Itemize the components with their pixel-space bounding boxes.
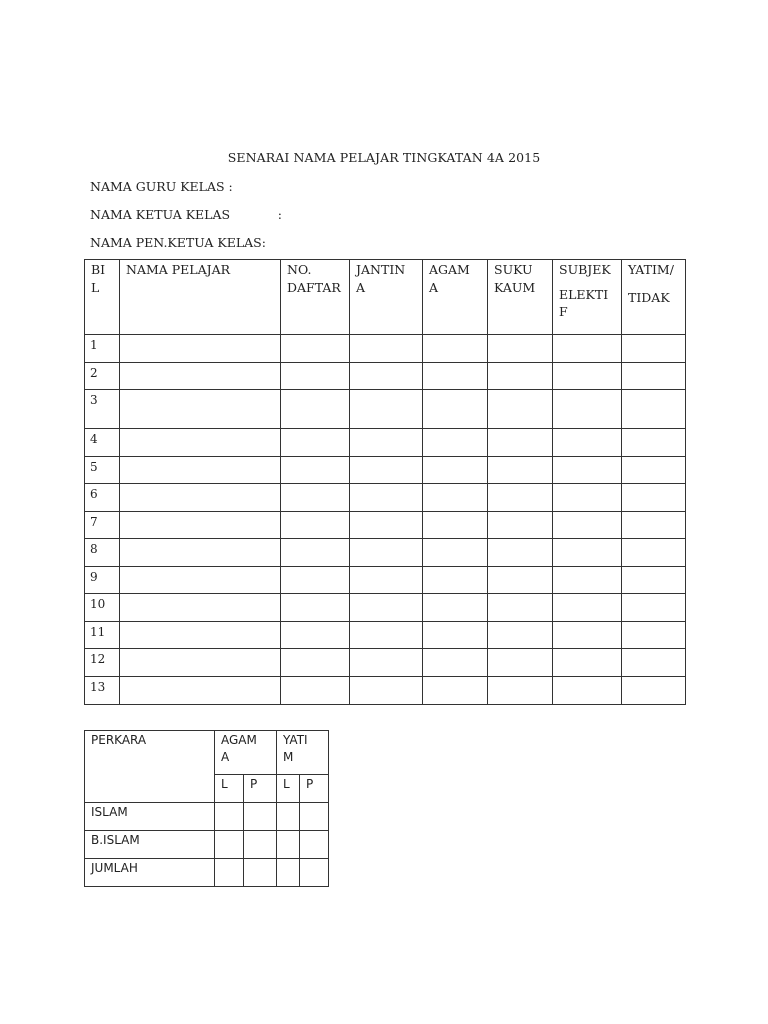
empty-cell <box>281 649 350 677</box>
empty-cell <box>300 859 329 887</box>
empty-cell <box>622 429 686 457</box>
summary-row <box>85 831 329 859</box>
table-row <box>85 390 686 429</box>
empty-cell <box>350 622 423 649</box>
table-row <box>85 594 686 622</box>
empty-cell <box>553 429 622 457</box>
table-row <box>85 677 686 705</box>
agama-l-header: L <box>215 775 244 803</box>
summary-row <box>85 859 329 887</box>
row-number <box>85 649 120 677</box>
empty-cell <box>553 363 622 390</box>
empty-cell <box>120 429 281 457</box>
empty-cell <box>488 622 553 649</box>
empty-cell <box>622 363 686 390</box>
row-number-text: 3 <box>90 393 98 407</box>
empty-cell <box>423 512 488 539</box>
perkara-label: JUMLAH <box>91 861 138 875</box>
row-number-text: 6 <box>90 487 98 501</box>
summary-table <box>84 730 329 887</box>
yatim-p-header: P <box>300 775 329 803</box>
table-row <box>85 335 686 363</box>
header-yatim-tidak: YATIM/ TIDAK <box>622 260 686 335</box>
empty-cell <box>622 594 686 622</box>
empty-cell <box>622 677 686 705</box>
row-number <box>85 677 120 705</box>
empty-cell <box>281 539 350 567</box>
summary-header-row <box>85 731 329 775</box>
empty-cell <box>488 677 553 705</box>
empty-cell <box>300 803 329 831</box>
row-number-text: 11 <box>90 625 106 639</box>
perkara-label-cell <box>85 831 215 859</box>
empty-cell <box>120 649 281 677</box>
empty-cell <box>488 484 553 512</box>
empty-cell <box>350 363 423 390</box>
empty-cell <box>553 622 622 649</box>
row-number <box>85 567 120 594</box>
empty-cell <box>120 539 281 567</box>
empty-cell <box>622 649 686 677</box>
empty-cell <box>553 457 622 484</box>
empty-cell <box>488 335 553 363</box>
empty-cell <box>350 539 423 567</box>
empty-cell <box>281 677 350 705</box>
row-number-text: 12 <box>90 652 106 666</box>
empty-cell <box>423 567 488 594</box>
empty-cell <box>120 594 281 622</box>
empty-cell <box>488 539 553 567</box>
table-row <box>85 429 686 457</box>
table-row <box>85 539 686 567</box>
row-number-text: 9 <box>90 570 98 584</box>
empty-cell <box>553 649 622 677</box>
empty-cell <box>553 594 622 622</box>
empty-cell <box>423 429 488 457</box>
header-no-daftar: NO. DAFTAR <box>281 260 350 335</box>
row-number <box>85 622 120 649</box>
empty-cell <box>244 859 277 887</box>
perkara-label-cell <box>85 859 215 887</box>
row-number <box>85 429 120 457</box>
empty-cell <box>350 512 423 539</box>
row-number <box>85 335 120 363</box>
table-row <box>85 622 686 649</box>
perkara-label: ISLAM <box>91 805 128 819</box>
guru-kelas-label: NAMA GURU KELAS : <box>90 179 233 194</box>
empty-cell <box>350 567 423 594</box>
row-number-text: 5 <box>90 460 98 474</box>
header-yatim: YATI M <box>277 731 329 775</box>
empty-cell <box>423 484 488 512</box>
empty-cell <box>488 649 553 677</box>
row-number-text: 10 <box>90 597 106 611</box>
agama-p-header: P <box>244 775 277 803</box>
empty-cell <box>120 567 281 594</box>
perkara-label-cell <box>85 803 215 831</box>
row-number-text: 8 <box>90 542 98 556</box>
empty-cell <box>488 594 553 622</box>
empty-cell <box>281 484 350 512</box>
header-agama: AGAM A <box>215 731 277 775</box>
ketua-kelas-label: NAMA KETUA KELAS : <box>90 207 282 222</box>
empty-cell <box>120 484 281 512</box>
empty-cell <box>350 484 423 512</box>
empty-cell <box>423 457 488 484</box>
empty-cell <box>281 594 350 622</box>
empty-cell <box>215 803 244 831</box>
empty-cell <box>350 677 423 705</box>
table-row <box>85 484 686 512</box>
empty-cell <box>281 622 350 649</box>
row-number <box>85 539 120 567</box>
empty-cell <box>488 457 553 484</box>
perkara-label: B.ISLAM <box>91 833 140 847</box>
empty-cell <box>281 457 350 484</box>
table-header-row <box>85 260 686 335</box>
empty-cell <box>622 484 686 512</box>
pen-ketua-kelas-label: NAMA PEN.KETUA KELAS: <box>90 235 266 250</box>
empty-cell <box>120 390 281 429</box>
row-number <box>85 484 120 512</box>
empty-cell <box>488 390 553 429</box>
row-number-text: 4 <box>90 432 98 446</box>
empty-cell <box>423 649 488 677</box>
table-row <box>85 457 686 484</box>
empty-cell <box>120 457 281 484</box>
empty-cell <box>281 335 350 363</box>
empty-cell <box>553 539 622 567</box>
empty-cell <box>244 831 277 859</box>
empty-cell <box>300 831 329 859</box>
empty-cell <box>423 594 488 622</box>
empty-cell <box>622 567 686 594</box>
empty-cell <box>281 567 350 594</box>
header-subjek-elektif: SUBJEK ELEKTI F <box>553 260 622 335</box>
row-number <box>85 512 120 539</box>
row-number-text: 7 <box>90 515 98 529</box>
empty-cell <box>277 803 300 831</box>
row-number <box>85 363 120 390</box>
empty-cell <box>622 512 686 539</box>
empty-cell <box>622 622 686 649</box>
empty-cell <box>553 335 622 363</box>
empty-cell <box>281 512 350 539</box>
empty-cell <box>423 363 488 390</box>
empty-cell <box>622 390 686 429</box>
table-row <box>85 567 686 594</box>
empty-cell <box>622 457 686 484</box>
empty-cell <box>277 859 300 887</box>
empty-cell <box>281 429 350 457</box>
empty-cell <box>488 363 553 390</box>
header-jantina: JANTIN A <box>350 260 423 335</box>
empty-cell <box>350 594 423 622</box>
empty-cell <box>350 457 423 484</box>
empty-cell <box>244 803 277 831</box>
empty-cell <box>277 831 300 859</box>
empty-cell <box>120 363 281 390</box>
header-perkara: PERKARA <box>85 731 215 803</box>
header-bil: BI L <box>85 260 120 335</box>
empty-cell <box>488 512 553 539</box>
empty-cell <box>350 390 423 429</box>
empty-cell <box>423 539 488 567</box>
empty-cell <box>553 677 622 705</box>
header-nama-pelajar: NAMA PELAJAR <box>120 260 281 335</box>
empty-cell <box>423 622 488 649</box>
empty-cell <box>350 429 423 457</box>
row-number <box>85 390 120 429</box>
student-list-table <box>84 259 686 705</box>
empty-cell <box>553 567 622 594</box>
row-number-text: 1 <box>90 338 98 352</box>
empty-cell <box>553 484 622 512</box>
yatim-l-header: L <box>277 775 300 803</box>
header-agama: AGAM A <box>423 260 488 335</box>
header-suku-kaum: SUKU KAUM <box>488 260 553 335</box>
empty-cell <box>488 429 553 457</box>
empty-cell <box>622 335 686 363</box>
row-number-text: 2 <box>90 366 98 380</box>
row-number <box>85 594 120 622</box>
empty-cell <box>423 335 488 363</box>
empty-cell <box>622 539 686 567</box>
empty-cell <box>281 363 350 390</box>
empty-cell <box>350 649 423 677</box>
empty-cell <box>423 390 488 429</box>
empty-cell <box>553 390 622 429</box>
table-row <box>85 512 686 539</box>
empty-cell <box>281 390 350 429</box>
row-number-text: 13 <box>90 680 106 694</box>
row-number <box>85 457 120 484</box>
empty-cell <box>120 512 281 539</box>
empty-cell <box>350 335 423 363</box>
empty-cell <box>120 622 281 649</box>
table-row <box>85 363 686 390</box>
page-title: SENARAI NAMA PELAJAR TINGKATAN 4A 2015 <box>227 150 541 165</box>
empty-cell <box>120 677 281 705</box>
empty-cell <box>120 335 281 363</box>
empty-cell <box>215 831 244 859</box>
empty-cell <box>215 859 244 887</box>
summary-row <box>85 803 329 831</box>
empty-cell <box>553 512 622 539</box>
empty-cell <box>423 677 488 705</box>
table-row <box>85 649 686 677</box>
empty-cell <box>488 567 553 594</box>
